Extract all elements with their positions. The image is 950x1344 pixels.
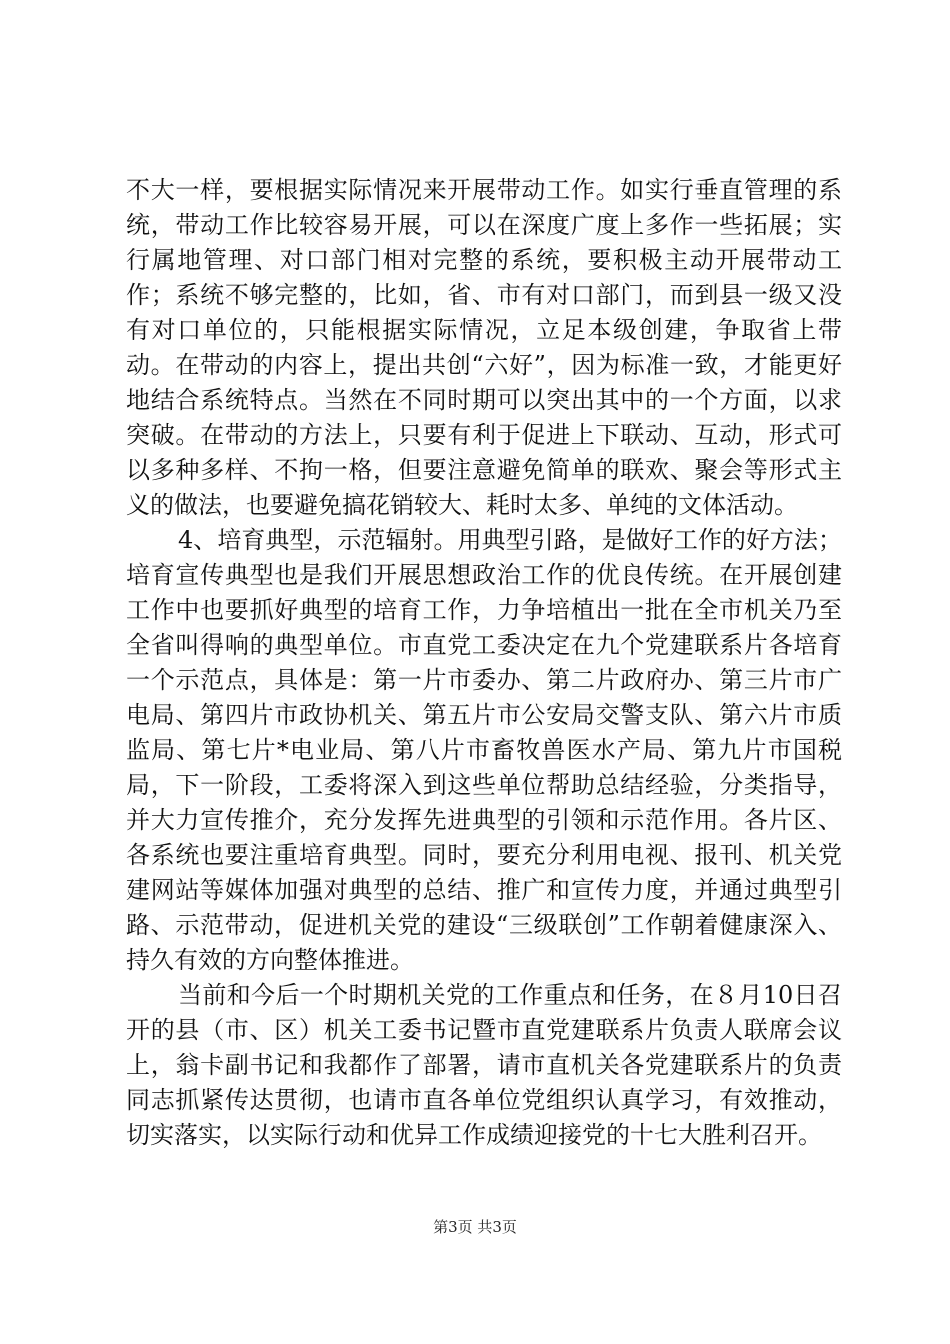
page-number-label: 第3页 共3页 <box>433 1218 517 1236</box>
page-footer <box>0 1216 950 1237</box>
paragraph-section-4: 4、培育典型，示范辐射。用典型引路，是做好工作的好方法；培育宣传典型也是我们开展思想政治工作的优良传统。在开展创建工作中也要抓好典型的培育工作，力争培植出一批在全市机关乃至全省叫得响的典型单位。市直党工委决定在九个党建联系片各培育一个示范点，具体是：第一片市委办、第二片政府办、第三片市广电局、第四片市政协机关、第五片市公安局交警支队、第六片市质监局、第七片*电业局、第八片市畜牧兽医水产局、第九片市国税局，下一阶段，工委将深入到这些单位帮助总结经验，分类指导，并大力宣传推介，充分发挥先进典型的引领和示范作用。各片区、各系统也要注重培育典型。同时，要充分利用电视、报刊、机关党建网站等媒体加强对典型的总结、推广和宣传力度，并通过典型引路、示范带动，促进机关党的建设“三级联创”工作朝着健康深入、持久有效的方向整体推进。 <box>126 526 842 974</box>
document-body <box>126 173 842 1153</box>
paragraph-closing: 当前和今后一个时期机关党的工作重点和任务，在８月10日召开的县（市、区）机关工委书记暨市直党建联系片负责人联席会议上，翁卡副书记和我都作了部署，请市直机关各党建联系片的负责同志抓紧传达贯彻，也请市直各单位党组织认真学习，有效推动，切实落实，以实际行动和优异工作成绩迎接党的十七大胜利召开。 <box>126 981 842 1149</box>
paragraph-continuation: 不大一样，要根据实际情况来开展带动工作。如实行垂直管理的系统，带动工作比较容易开展，可以在深度广度上多作一些拓展；实行属地管理、对口部门相对完整的系统，要积极主动开展带动工作；系统不够完整的，比如，省、市有对口部门，而到县一级又没有对口单位的，只能根据实际情况，立足本级创建，争取省上带动。在带动的内容上，提出共创“六好”，因为标准一致，才能更好地结合系统特点。当然在不同时期可以突出其中的一个方面，以求突破。在带动的方法上，只要有利于促进上下联动、互动，形式可以多种多样、不拘一格，但要注意避免简单的联欢、聚会等形式主义的做法，也要避免搞花销较大、耗时太多、单纯的文体活动。 <box>126 176 842 519</box>
